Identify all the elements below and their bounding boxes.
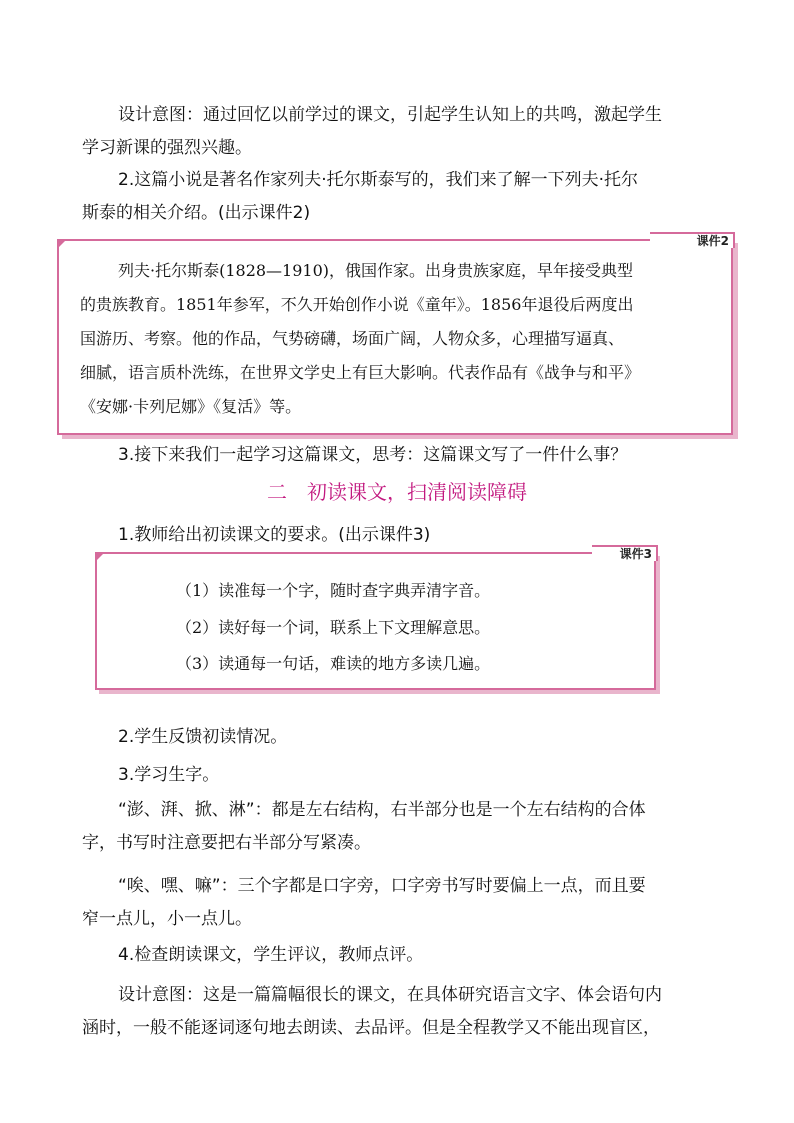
step2-line-2: 斯泰的相关介绍。(出示课件2) xyxy=(82,203,311,223)
student-feedback-step: 2.学生反馈初读情况。 xyxy=(118,727,288,747)
courseware-3-item-1: （1）读准每一个字，随时查字典弄清字音。 xyxy=(176,581,491,600)
characters-note-1-line-2: 字，书写时注意要把右半部分写紧凑。 xyxy=(82,833,371,853)
characters-note-2-line-1: “唉、嘿、嘛”：三个字都是口字旁，口字旁书写时要偏上一点，而且要 xyxy=(118,876,646,896)
courseware-3-tab-label: 课件3 xyxy=(619,547,652,561)
courseware-2-line-1: 列夫·托尔斯泰(1828—1910)，俄国作家。出身贵族家庭，早年接受典型 xyxy=(118,261,634,280)
step3-question: 3.接下来我们一起学习这篇课文，思考：这篇课文写了一件什么事？ xyxy=(118,445,628,465)
characters-note-1-line-1: “澎、湃、掀、淋”：都是左右结构，右半部分也是一个左右结构的合体 xyxy=(118,800,646,820)
courseware-2-line-5: 《安娜·卡列尼娜》《复活》等。 xyxy=(80,397,302,416)
courseware-2-corner xyxy=(57,239,67,249)
reading-check-step: 4.检查朗读课文，学生评议，教师点评。 xyxy=(118,945,424,965)
courseware-2-line-2: 的贵族教育。1851年参军，不久开始创作小说《童年》。1856年退役后两度出 xyxy=(80,295,634,314)
courseware-3-item-3: （3）读通每一句话，难读的地方多读几遍。 xyxy=(176,654,491,673)
courseware-2-tab-label: 课件2 xyxy=(696,234,729,248)
design-intent-line-1: 设计意图：通过回忆以前学过的课文，引起学生认知上的共鸣，激起学生 xyxy=(118,105,662,125)
courseware-3-tab xyxy=(592,545,658,561)
learn-characters-step: 3.学习生字。 xyxy=(118,765,220,785)
reading-requirement-step: 1.教师给出初读课文的要求。(出示课件3) xyxy=(118,525,431,545)
design-intent-2-line-2: 涵时，一般不能逐词逐句地去朗读、去品评。但是全程教学又不能出现盲区， xyxy=(82,1018,660,1038)
design-intent-2-line-1: 设计意图：这是一篇篇幅很长的课文，在具体研究语言文字、体会语句内 xyxy=(118,985,662,1005)
courseware-2-top-rule xyxy=(57,239,651,241)
courseware-2-line-4: 细腻，语言质朴洗练，在世界文学史上有巨大影响。代表作品有《战争与和平》 xyxy=(80,363,641,382)
characters-note-2-line-2: 窄一点儿，小一点儿。 xyxy=(82,909,252,929)
courseware-3-top-rule xyxy=(95,552,593,554)
courseware-3-corner xyxy=(95,552,105,562)
step2-line-1: 2.这篇小说是著名作家列夫·托尔斯泰写的，我们来了解一下列夫·托尔 xyxy=(118,170,639,190)
courseware-3-item-2: （2）读好每一个词，联系上下文理解意思。 xyxy=(176,618,491,637)
section-2-heading: 二 初读课文，扫清阅读障碍 xyxy=(267,480,527,504)
courseware-2-tab xyxy=(650,232,735,248)
design-intent-line-2: 学习新课的强烈兴趣。 xyxy=(82,138,252,158)
courseware-2-line-3: 国游历、考察。他的作品，气势磅礴，场面广阔，人物众多，心理描写逼真、 xyxy=(80,329,625,348)
